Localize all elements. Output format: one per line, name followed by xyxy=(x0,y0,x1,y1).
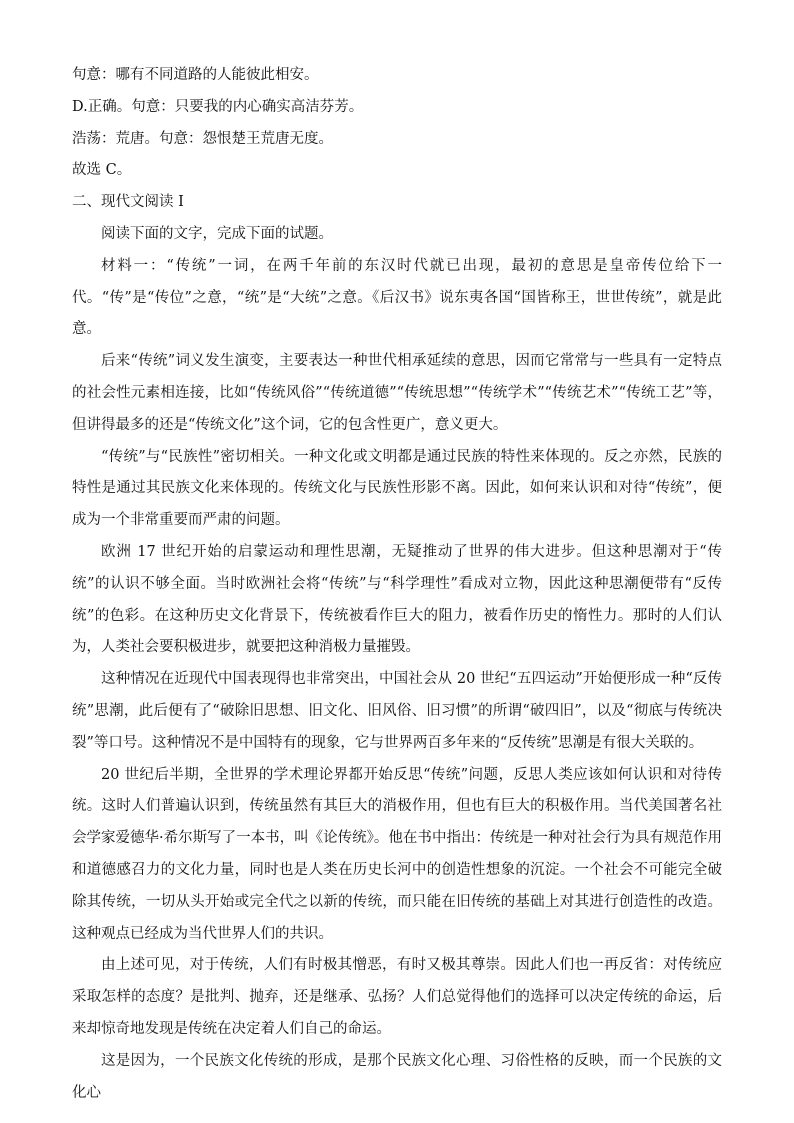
body-paragraph: 这种情况在近现代中国表现得也非常突出，中国社会从 20 世纪“五四运动”开始便形成一种“反传统”思潮，此后便有了“破除旧思想、旧文化、旧风俗、旧习惯”的所谓“破四旧”，以及“彻底与传统决裂”等口号。这种情况不是中国特有的现象，它与世界两百多年来的“反传统”思潮是有很大关联的。 xyxy=(72,671,722,751)
answer-line: D.正确。句意：只要我的内心确实高洁芬芳。 xyxy=(72,98,364,115)
body-paragraph: 这是因为，一个民族文化传统的形成，是那个民族文化心理、习俗性格的反映，而一个民族的文化心 xyxy=(72,1052,722,1101)
answer-line: 浩荡：荒唐。句意：怨恨楚王荒唐无度。 xyxy=(72,130,333,147)
body-paragraph: “传统”与“民族性”密切相关。一种文化或文明都是通过民族的特性来体现的。反之亦然，民族的特性是通过其民族文化来体现的。传统文化与民族性形影不离。因此，如何来认识和对待“传统”，便成为一个非常重要而严肃的问题。 xyxy=(72,448,722,529)
answer-line: 句意：哪有不同道路的人能彼此相安。 xyxy=(72,67,319,83)
section-title: 二、现代文阅读 I xyxy=(72,194,184,211)
body-paragraph: 后来“传统”词义发生演变，主要表达一种世代相承延续的意思，因而它常常与一些具有一定特点的社会性元素相连接，比如“传统风俗”“传统道德”“传统思想”“传统学术”“传统艺术”“传统工艺”等，但讲得最多的还是“传统文化”这个词，它的包含性更广，意义更大。 xyxy=(72,353,722,433)
body-paragraph: 由上述可见，对于传统，人们有时极其憎恶，有时又极其尊崇。因此人们也一再反省：对传统应采取怎样的态度？是批判、抛弃，还是继承、弘扬？人们总觉得他们的选择可以决定传统的命运，后来却惊奇地发现是传统在决定着人们自己的命运。 xyxy=(72,957,722,1037)
answer-line: 故选 C。 xyxy=(72,162,132,179)
document-page xyxy=(72,60,722,1109)
section-instruction: 阅读下面的文字，完成下面的试题。 xyxy=(101,225,333,242)
body-paragraph: 20 世纪后半期，全世界的学术理论界都开始反思“传统”问题，反思人类应该如何认识和对待传统。这时人们普遍认识到，传统虽然有其巨大的消极作用，但也有巨大的积极作用。当代美国著名社会学家爱德华·希尔斯写了一本书，叫《论传统》。他在书中指出：传统是一种对社会行为具有规范作用和道德感召力的文化力量，同时也是人类在历史长河中的创造性想象的沉淀。一个社会不可能完全破除其传统，一切从头开始或完全代之以新的传统，而只能在旧传统的基础上对其进行创造性的改造。这种观点已经成为当代世界人们的共识。 xyxy=(72,766,722,942)
body-paragraph: 欧洲 17 世纪开始的启蒙运动和理性思潮，无疑推动了世界的伟大进步。但这种思潮对于“传统”的认识不够全面。当时欧洲社会将“传统”与“科学理性”看成对立物，因此这种思潮便带有“反传统”的色彩。在这种历史文化背景下，传统被看作巨大的阻力，被看作历史的惰性力。那时的人们认为，人类社会要积极进步，就要把这种消极力量摧毁。 xyxy=(72,543,722,656)
body-paragraph: 材料一：“传统”一词，在两千年前的东汉时代就已出现，最初的意思是皇帝传位给下一代。“传”是“传位”之意，“统”是“大统”之意。《后汉书》说东夷各国“国皆称王，世世传统”，就是此意。 xyxy=(72,257,722,338)
